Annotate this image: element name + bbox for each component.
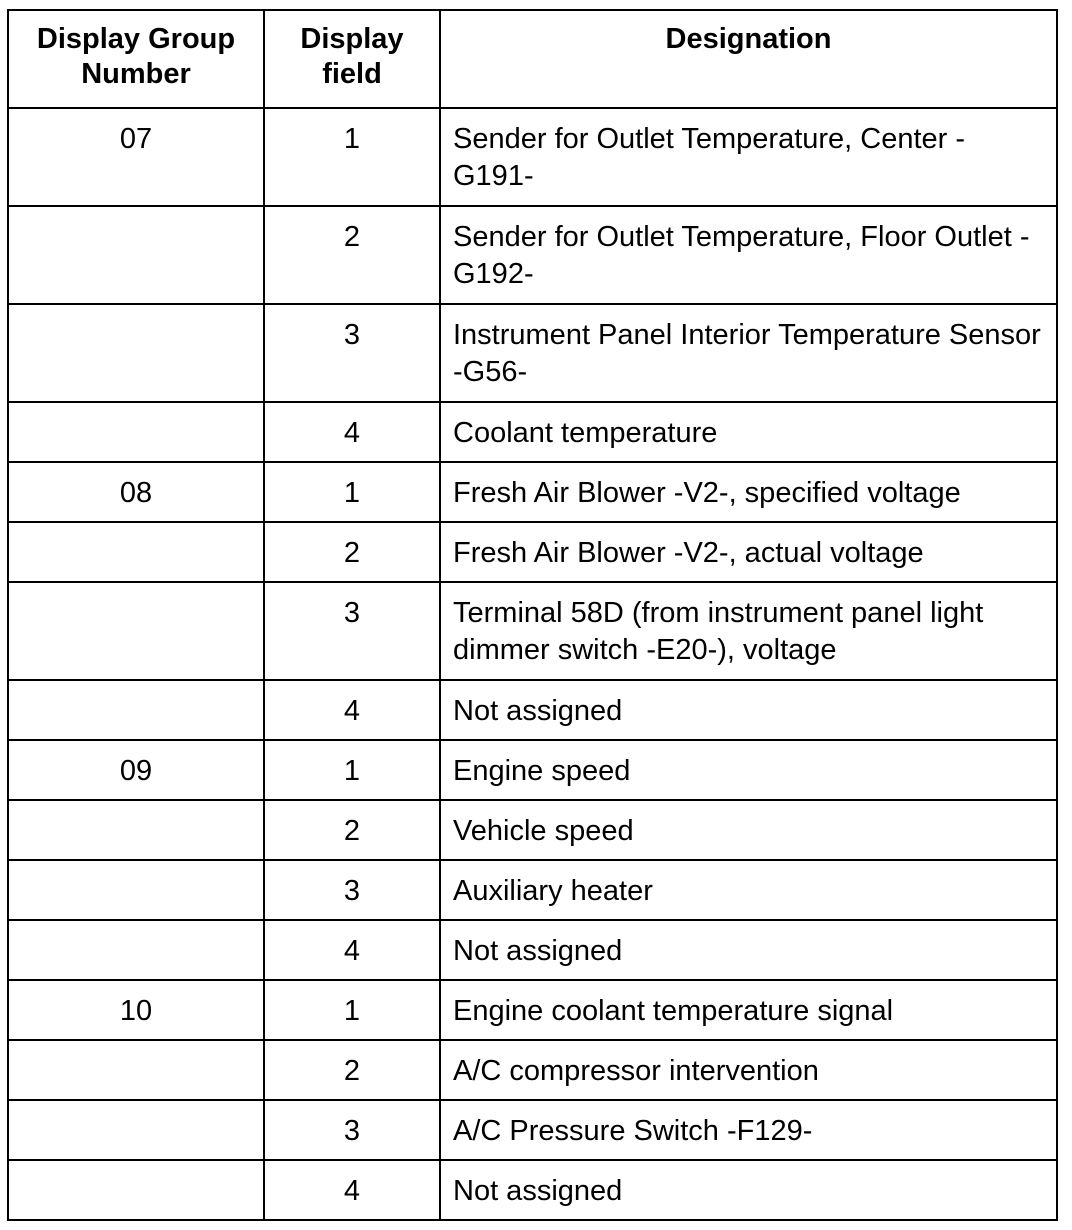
designation-cell: A/C Pressure Switch -F129- xyxy=(440,1100,1057,1160)
designation-cell: A/C compressor intervention xyxy=(440,1040,1057,1100)
designation-cell: Sender for Outlet Temperature, Center -G191- xyxy=(440,108,1057,206)
group-number-cell xyxy=(8,206,264,304)
group-number-cell xyxy=(8,800,264,860)
table-row xyxy=(8,860,1057,920)
designation-cell: Vehicle speed xyxy=(440,800,1057,860)
display-field-cell: 4 xyxy=(264,1160,440,1220)
designation-cell: Not assigned xyxy=(440,1160,1057,1220)
designation-cell: Not assigned xyxy=(440,920,1057,980)
designation-cell: Fresh Air Blower -V2-, actual voltage xyxy=(440,522,1057,582)
designation-cell: Instrument Panel Interior Temperature Sensor -G56- xyxy=(440,304,1057,402)
display-field-cell: 3 xyxy=(264,860,440,920)
display-field-cell: 1 xyxy=(264,980,440,1040)
display-field-cell: 3 xyxy=(264,1100,440,1160)
table-row xyxy=(8,582,1057,680)
group-number-cell: 07 xyxy=(8,108,264,206)
designation-cell: Not assigned xyxy=(440,680,1057,740)
table-row xyxy=(8,800,1057,860)
group-number-cell: 10 xyxy=(8,980,264,1040)
display-field-cell: 2 xyxy=(264,1040,440,1100)
header-designation: Designation xyxy=(440,10,1057,108)
designation-cell: Sender for Outlet Temperature, Floor Outlet -G192- xyxy=(440,206,1057,304)
display-field-cell: 3 xyxy=(264,582,440,680)
group-number-cell xyxy=(8,522,264,582)
table-row xyxy=(8,920,1057,980)
group-number-cell: 09 xyxy=(8,740,264,800)
display-field-cell: 3 xyxy=(264,304,440,402)
table-row xyxy=(8,108,1057,206)
table-row xyxy=(8,740,1057,800)
designation-cell: Coolant temperature xyxy=(440,402,1057,462)
group-number-cell xyxy=(8,860,264,920)
table-row xyxy=(8,462,1057,522)
display-field-cell: 1 xyxy=(264,108,440,206)
group-number-cell xyxy=(8,304,264,402)
display-field-cell: 2 xyxy=(264,800,440,860)
group-number-cell xyxy=(8,1160,264,1220)
table-row xyxy=(8,304,1057,402)
table-row xyxy=(8,522,1057,582)
table-row xyxy=(8,1040,1057,1100)
designation-cell: Auxiliary heater xyxy=(440,860,1057,920)
group-number-cell xyxy=(8,920,264,980)
header-display-group-number: Display Group Number xyxy=(8,10,264,108)
display-field-cell: 4 xyxy=(264,402,440,462)
table-row xyxy=(8,980,1057,1040)
group-number-cell xyxy=(8,680,264,740)
designation-cell: Engine speed xyxy=(440,740,1057,800)
group-number-cell xyxy=(8,582,264,680)
group-number-cell xyxy=(8,402,264,462)
group-number-cell xyxy=(8,1100,264,1160)
display-field-cell: 2 xyxy=(264,206,440,304)
display-field-cell: 4 xyxy=(264,920,440,980)
display-groups-table xyxy=(7,9,1058,1221)
table-row xyxy=(8,402,1057,462)
table-row xyxy=(8,1160,1057,1220)
header-row xyxy=(8,10,1057,108)
display-field-cell: 2 xyxy=(264,522,440,582)
group-number-cell xyxy=(8,1040,264,1100)
header-display-field: Display field xyxy=(264,10,440,108)
display-field-cell: 1 xyxy=(264,462,440,522)
designation-cell: Engine coolant temperature signal xyxy=(440,980,1057,1040)
table-row xyxy=(8,680,1057,740)
table-row xyxy=(8,206,1057,304)
designation-cell: Terminal 58D (from instrument panel light dimmer switch -E20-), voltage xyxy=(440,582,1057,680)
group-number-cell: 08 xyxy=(8,462,264,522)
designation-cell: Fresh Air Blower -V2-, specified voltage xyxy=(440,462,1057,522)
display-field-cell: 1 xyxy=(264,740,440,800)
table-row xyxy=(8,1100,1057,1160)
display-field-cell: 4 xyxy=(264,680,440,740)
